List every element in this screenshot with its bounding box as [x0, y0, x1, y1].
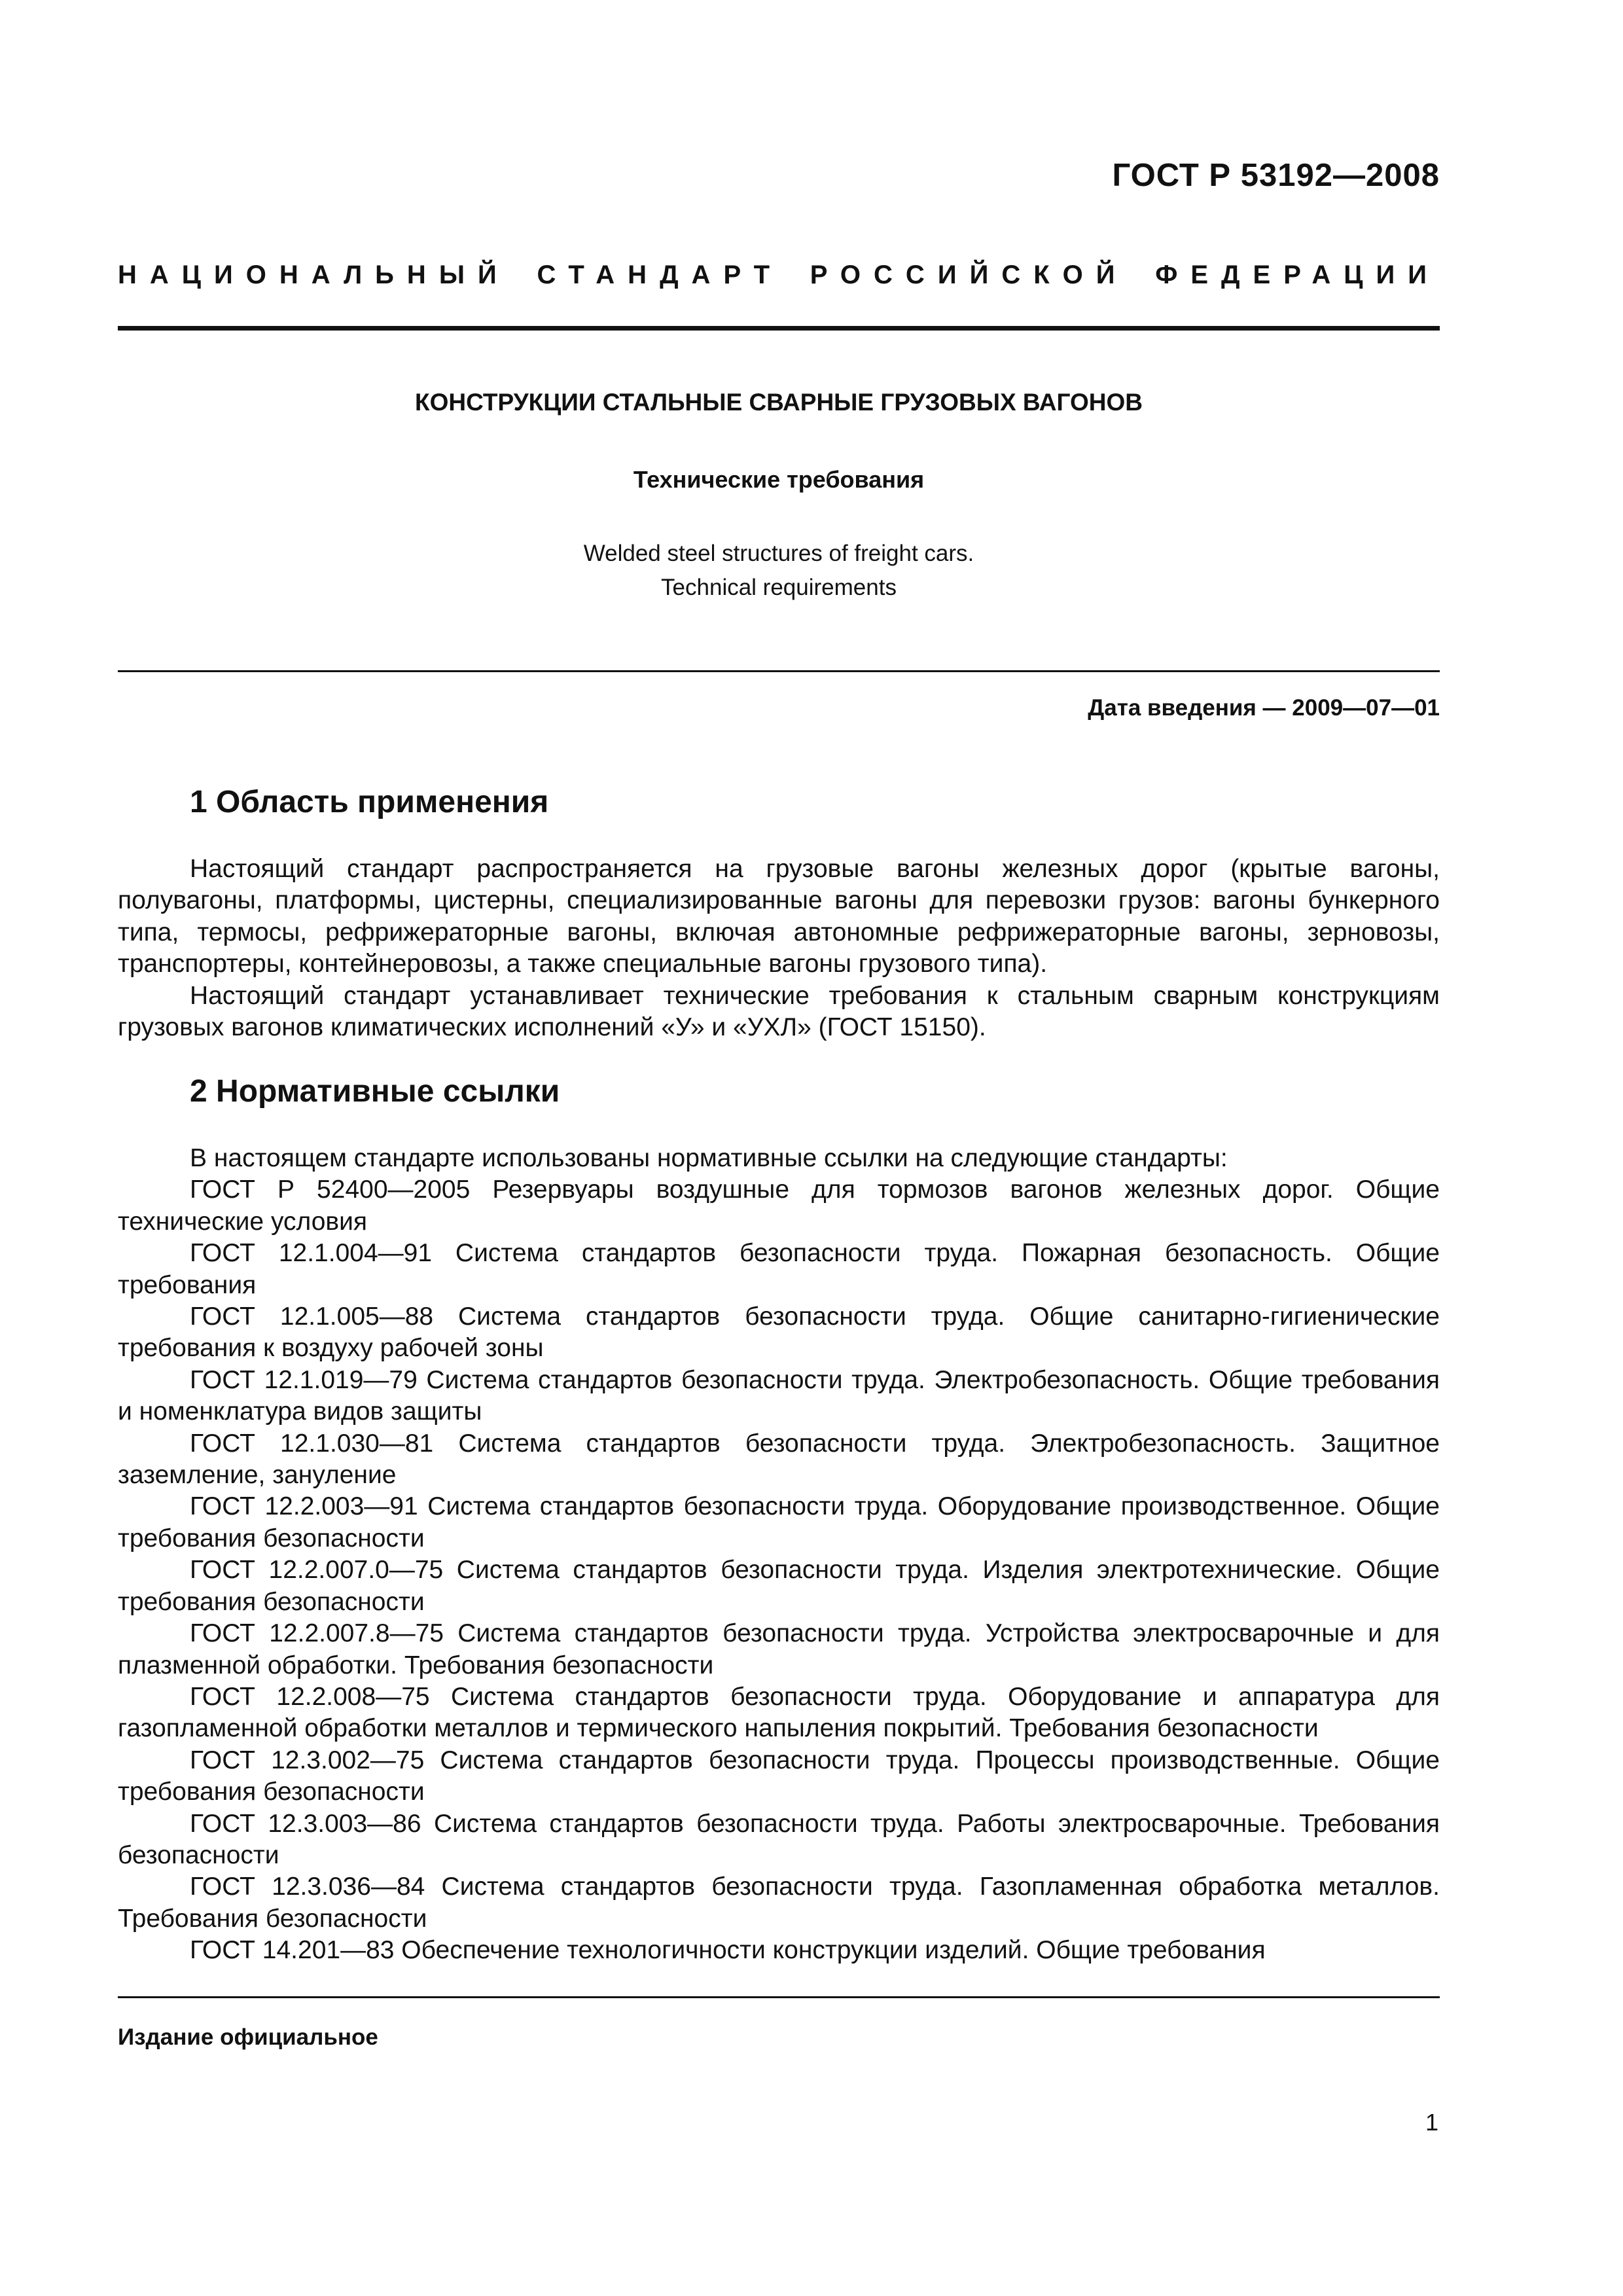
section-body: [118, 853, 1440, 1043]
national-standard-word: НАЦИОНАЛЬНЫЙ: [118, 260, 510, 289]
reference-item: ГОСТ 12.2.007.0—75 Система стандартов безопасности труда. Изделия электротехнические. Общие требования безопасности: [118, 1556, 1440, 1616]
introduction-date: Дата введения — 2009—07—01: [1088, 695, 1440, 721]
section-heading: 1 Область применения: [190, 785, 549, 819]
national-standard-word: ФЕДЕРАЦИИ: [1155, 260, 1440, 289]
edition-label: Издание официальное: [118, 2024, 378, 2050]
english-title-line: Technical requirements: [661, 575, 897, 600]
reference-item: ГОСТ 12.3.003—86 Система стандартов безопасности труда. Работы электросварочные. Требования безопасности: [118, 1809, 1440, 1869]
paragraph: В настоящем стандарте использованы нормативные ссылки на следующие стандарты:: [190, 1144, 1228, 1172]
section-body: [118, 1143, 1440, 1967]
national-standard-word: СТАНДАРТ: [537, 260, 783, 289]
paragraph: Настоящий стандарт устанавливает технические требования к стальным сварным конструкциям грузовых вагонов климатических исполнений «У» и «УХЛ» (ГОСТ 15150).: [118, 981, 1440, 1042]
english-title: [118, 537, 1440, 605]
reference-item: ГОСТ Р 52400—2005 Резервуары воздушные для тормозов вагонов железных дорог. Общие технические условия: [118, 1175, 1440, 1236]
reference-item: ГОСТ 12.3.036—84 Система стандартов безопасности труда. Газопламенная обработка металлов. Требования безопасности: [118, 1873, 1440, 1933]
page-number: 1: [1425, 2109, 1438, 2136]
title-divider: [118, 670, 1440, 672]
reference-item: ГОСТ 12.2.003—91 Система стандартов безопасности труда. Оборудование производственное. Общие требования безопасности: [118, 1492, 1440, 1552]
document-code: ГОСТ Р 53192—2008: [1112, 158, 1440, 193]
reference-item: ГОСТ 12.3.002—75 Система стандартов безопасности труда. Процессы производственные. Общие требования безопасности: [118, 1746, 1440, 1806]
reference-item: ГОСТ 12.1.005—88 Система стандартов безопасности труда. Общие санитарно-гигиенические требования к воздуху рабочей зоны: [118, 1302, 1440, 1363]
document-subtitle: Технические требования: [633, 466, 925, 493]
section-heading: 2 Нормативные ссылки: [190, 1074, 560, 1109]
reference-item: ГОСТ 12.1.004—91 Система стандартов безопасности труда. Пожарная безопасность. Общие требования: [118, 1239, 1440, 1299]
reference-item: ГОСТ 12.1.030—81 Система стандартов безопасности труда. Электробезопасность. Защитное заземление, зануление: [118, 1429, 1440, 1490]
reference-item: ГОСТ 12.2.008—75 Система стандартов безопасности труда. Оборудование и аппаратура для газопламенной обработки металлов и термического напыления покрытий. Требования безопасности: [118, 1682, 1440, 1743]
paragraph: Настоящий стандарт распространяется на грузовые вагоны железных дорог (крытые вагоны, полувагоны, платформы, цистерны, специализированные вагоны для перевозки грузов: вагоны бункерного типа, термосы, рефрижераторные вагоны, включая автономные рефрижераторные вагоны, зерновозы, транспортеры, контейнеровозы, а также специальные вагоны грузового типа).: [118, 855, 1440, 978]
national-standard-word: РОССИЙСКОЙ: [810, 260, 1128, 289]
reference-item: ГОСТ 14.201—83 Обеспечение технологичности конструкции изделий. Общие требования: [190, 1936, 1266, 1965]
document-title: КОНСТРУКЦИИ СТАЛЬНЫЕ СВАРНЫЕ ГРУЗОВЫХ ВАГОНОВ: [414, 389, 1143, 416]
national-standard-heading: [118, 260, 1440, 290]
header-divider: [118, 326, 1440, 331]
footer-divider: [118, 1996, 1440, 1998]
reference-item: ГОСТ 12.1.019—79 Система стандартов безопасности труда. Электробезопасность. Общие требования и номенклатура видов защиты: [118, 1365, 1440, 1426]
reference-item: ГОСТ 12.2.007.8—75 Система стандартов безопасности труда. Устройства электросварочные и для плазменной обработки. Требования безопасности: [118, 1619, 1440, 1679]
english-title-line: Welded steel structures of freight cars.: [583, 541, 974, 566]
